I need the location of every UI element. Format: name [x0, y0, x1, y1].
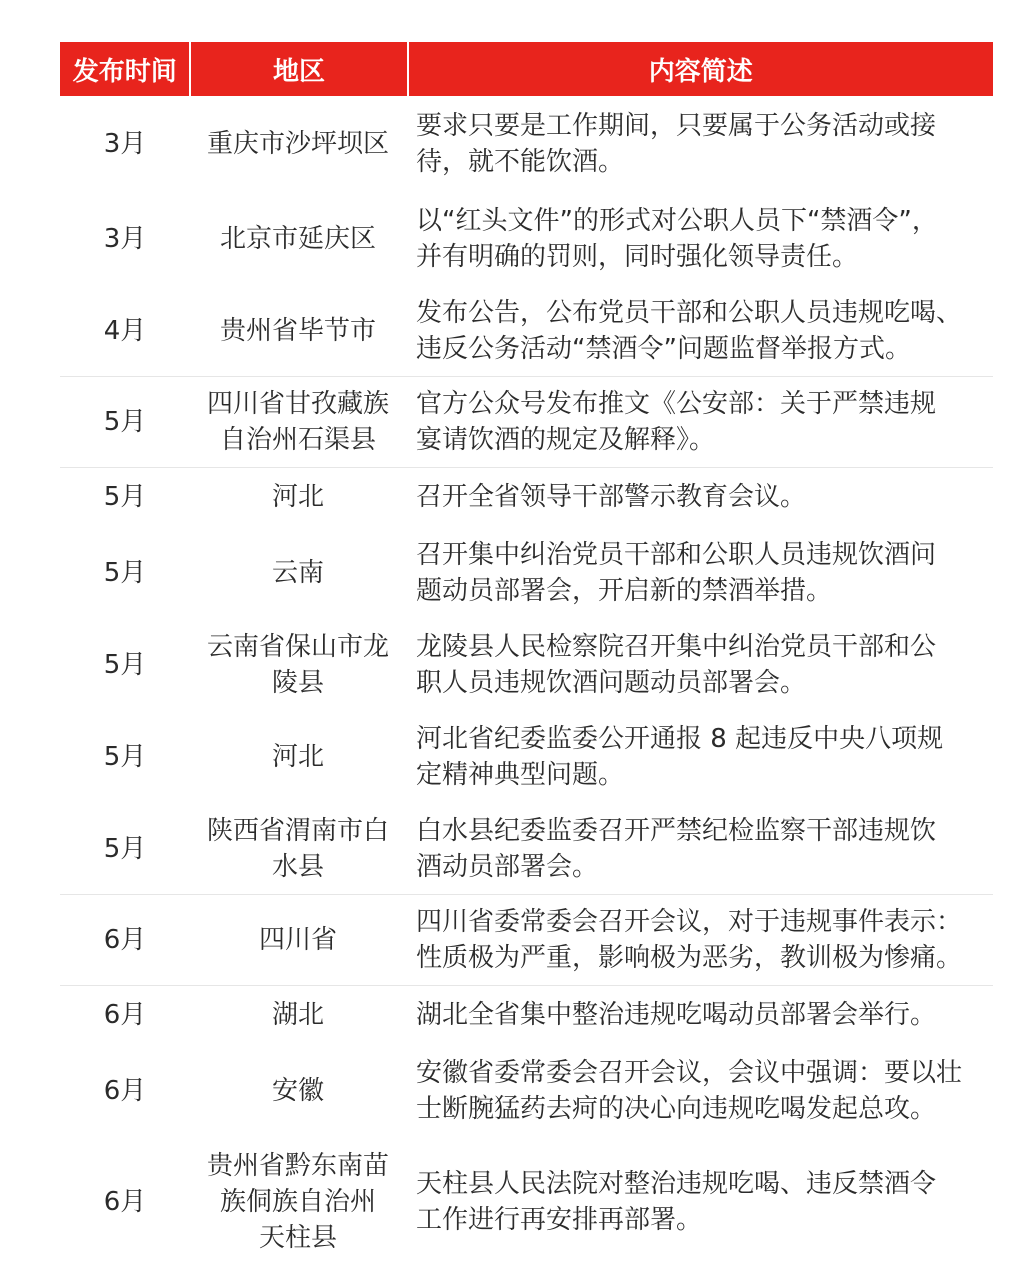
row-content: 天柱县人民法院对整治违规吃喝、违反禁酒令 工作进行再安排再部署。: [416, 1169, 937, 1235]
table-row: [60, 895, 993, 986]
table-row: [60, 527, 993, 620]
table-row: [60, 468, 993, 527]
row-region: 贵州省黔东南苗 族侗族自治州 天柱县: [206, 1151, 389, 1253]
row-region: 重庆市沙坪坝区: [206, 129, 389, 159]
row-time: 6月: [103, 925, 147, 955]
row-time: 6月: [103, 1187, 147, 1217]
row-content: 官方公众号发布推文《公安部：关于严禁违规 宴请饮酒的规定及解释》。: [416, 389, 937, 455]
table-row: [60, 986, 993, 1045]
row-content: 发布公告，公布党员干部和公职人员违规吃喝、 违反公务活动“禁酒令”问题监督举报方式。: [416, 298, 963, 364]
row-content: 召开全省领导干部警示教育会议。: [416, 482, 807, 512]
row-time: 4月: [103, 316, 147, 346]
row-content: 湖北全省集中整治违规吃喝动员部署会举行。: [416, 1000, 937, 1030]
row-time: 5月: [103, 558, 147, 588]
table-row: [60, 96, 993, 193]
row-content: 召开集中纠治党员干部和公职人员违规饮酒问 题动员部署会，开启新的禁酒举措。: [416, 540, 937, 606]
table-row: [60, 1045, 993, 1138]
row-content: 要求只要是工作期间，只要属于公务活动或接 待，就不能饮酒。: [416, 111, 937, 177]
row-region: 陕西省渭南市白 水县: [206, 816, 389, 882]
row-content: 以“红头文件”的形式对公职人员下“禁酒令”， 并有明确的罚则，同时强化领导责任。: [416, 206, 938, 272]
row-time: 6月: [103, 1000, 147, 1030]
row-content: 安徽省委常委会召开会议，会议中强调：要以壮 士断腕猛药去疴的决心向违规吃喝发起总攻。: [416, 1058, 963, 1124]
row-region: 贵州省毕节市: [219, 316, 376, 346]
header-region: 地区: [191, 42, 408, 96]
row-time: 3月: [103, 224, 147, 254]
table-row: [60, 286, 993, 377]
row-region: 河北: [271, 742, 324, 772]
table-row: [60, 804, 993, 895]
row-region: 北京市延庆区: [219, 224, 376, 254]
table-row: [60, 193, 993, 286]
row-content: 白水县纪委监委召开严禁纪检监察干部违规饮 酒动员部署会。: [416, 816, 937, 882]
table-header: [60, 42, 993, 96]
table-row: [60, 377, 993, 468]
row-time: 5月: [103, 482, 147, 512]
row-content: 河北省纪委监委公开通报 8 起违反中央八项规 定精神典型问题。: [416, 724, 944, 790]
row-content: 四川省委常委会召开会议，对于违规事件表示： 性质极为严重，影响极为恶劣，教训极为惨痛。: [416, 907, 963, 973]
row-content: 龙陵县人民检察院召开集中纠治党员干部和公 职人员违规饮酒问题动员部署会。: [416, 632, 937, 698]
row-time: 3月: [103, 129, 147, 159]
row-region: 云南: [271, 558, 324, 588]
row-region: 四川省甘孜藏族 自治州石渠县: [206, 389, 389, 455]
row-region: 四川省: [258, 925, 337, 955]
row-region: 安徽: [271, 1076, 324, 1106]
row-region: 河北: [271, 482, 324, 512]
row-time: 5月: [103, 650, 147, 680]
row-time: 5月: [103, 834, 147, 864]
row-time: 5月: [103, 742, 147, 772]
policy-table: [60, 42, 993, 1267]
table-row: [60, 1138, 993, 1267]
table-row: [60, 711, 993, 804]
table-row: [60, 620, 993, 711]
row-region: 湖北: [271, 1000, 324, 1030]
header-content: 内容简述: [648, 56, 753, 87]
header-time: 发布时间: [60, 42, 191, 96]
row-time: 6月: [103, 1076, 147, 1106]
row-time: 5月: [103, 407, 147, 437]
row-region: 云南省保山市龙 陵县: [206, 632, 389, 698]
